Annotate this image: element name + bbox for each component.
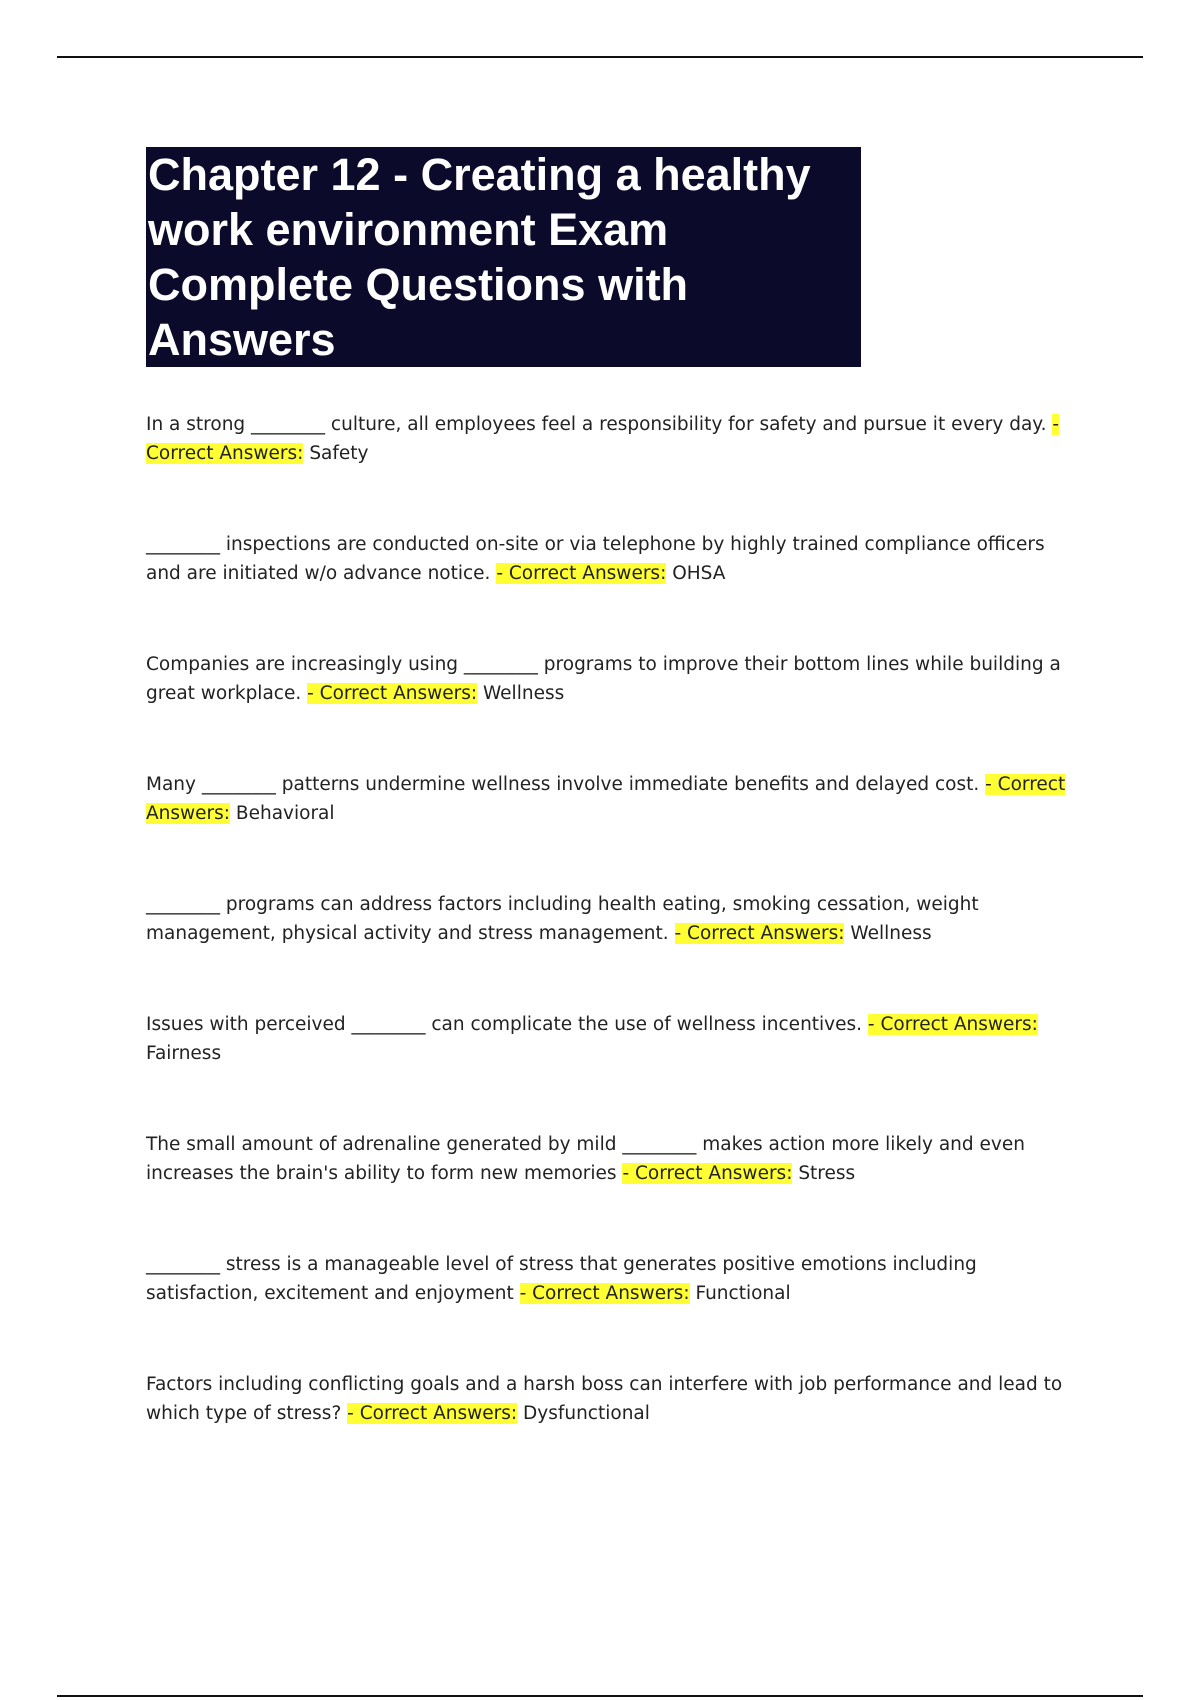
title-banner — [146, 147, 861, 367]
footer-rule — [57, 1695, 1143, 1697]
answer-text: Fairness — [146, 1043, 222, 1064]
answer-label: - Correct Answers: — [146, 774, 1066, 824]
answer-text: Behavioral — [235, 803, 335, 824]
question-text: Companies are increasingly using ________ programs to improve their bottom lines while building a great workplace. — [146, 654, 1061, 704]
answer-label: - Correct Answers: — [347, 1403, 518, 1424]
answer-text: OHSA — [672, 563, 726, 584]
question-text: ________ inspections are conducted on-site or via telephone by highly trained compliance officers and are initiated w/o advance notice. — [146, 534, 1045, 584]
question-text: Factors including conflicting goals and a harsh boss can interfere with job performance and lead to which type of stress? — [146, 1374, 1063, 1424]
document-title: Chapter 12 - Creating a healthy work environment Exam Complete Questions with Answers — [148, 149, 811, 365]
answer-label: - Correct Answers: — [674, 923, 845, 944]
answer-text: Wellness — [482, 683, 565, 704]
qa-list — [146, 410, 1076, 1490]
qa-item — [146, 650, 1076, 770]
answer-label: - Correct Answers: — [307, 683, 478, 704]
qa-item — [146, 770, 1076, 890]
question-text: ________ stress is a manageable level of stress that generates positive emotions including satisfaction, excitement and enjoyment — [146, 1254, 977, 1304]
qa-item — [146, 1370, 1076, 1490]
qa-item — [146, 1010, 1076, 1130]
qa-item — [146, 530, 1076, 650]
qa-item — [146, 890, 1076, 1010]
question-text: Many ________ patterns undermine wellness involve immediate benefits and delayed cost. — [146, 774, 986, 795]
qa-item — [146, 1250, 1076, 1370]
answer-label: - Correct Answers: — [146, 414, 1060, 464]
answer-text: Wellness — [850, 923, 932, 944]
answer-text: Safety — [309, 443, 369, 464]
question-text: In a strong ________ culture, all employees feel a responsibility for safety and pursue it every day. — [146, 414, 1053, 435]
answer-label: - Correct Answers: — [496, 563, 667, 584]
qa-item — [146, 410, 1076, 530]
answer-label: - Correct Answers: — [867, 1014, 1038, 1035]
answer-label: - Correct Answers: — [519, 1283, 690, 1304]
question-text: The small amount of adrenaline generated by mild ________ makes action more likely and even increases the brain's ability to form new memories — [146, 1134, 1025, 1184]
question-text: ________ programs can address factors including health eating, smoking cessation, weight management, physical activity and stress management. — [146, 894, 979, 944]
answer-text: Stress — [798, 1163, 856, 1184]
answer-text: Functional — [695, 1283, 791, 1304]
question-text: Issues with perceived ________ can complicate the use of wellness incentives. — [146, 1014, 868, 1035]
answer-label: - Correct Answers: — [622, 1163, 793, 1184]
answer-text: Dysfunctional — [523, 1403, 650, 1424]
header-rule — [57, 56, 1143, 58]
qa-item — [146, 1130, 1076, 1250]
